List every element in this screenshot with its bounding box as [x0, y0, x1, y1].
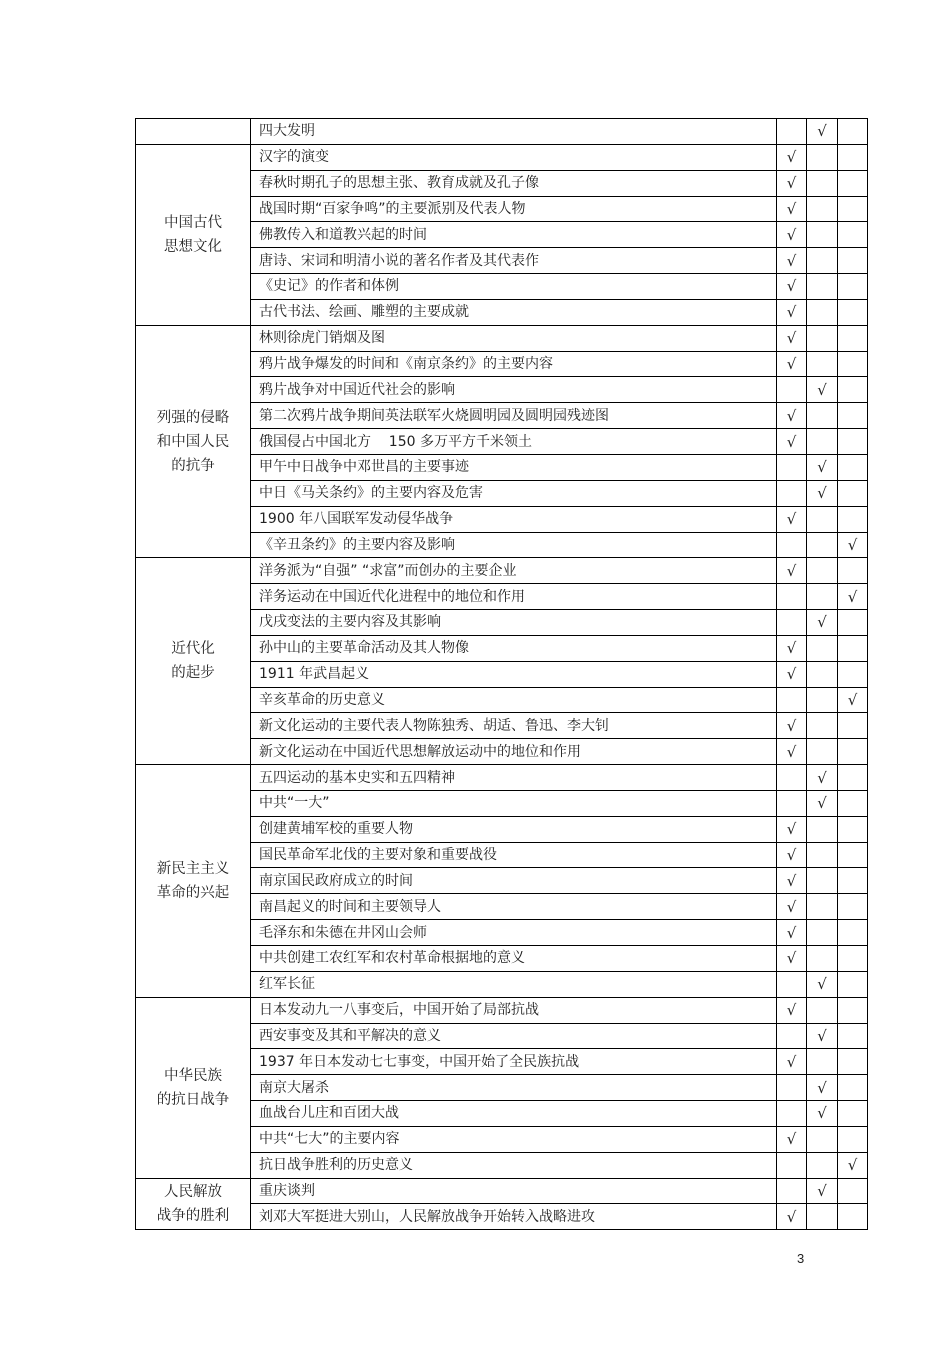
level-1-cell — [777, 1126, 807, 1152]
section-label — [136, 119, 251, 145]
check-mark: √ — [847, 535, 858, 554]
section-label: 近代化 的起步 — [136, 558, 251, 765]
level-3-cell — [838, 196, 868, 222]
level-3-cell — [838, 1023, 868, 1049]
level-2-cell — [807, 687, 838, 713]
check-mark: √ — [786, 1001, 797, 1020]
check-mark: √ — [786, 561, 797, 580]
check-mark: √ — [817, 1078, 827, 1097]
level-2-cell — [807, 403, 838, 429]
topic-cell: 《辛丑条约》的主要内容及影响 — [251, 532, 777, 558]
level-3-cell — [838, 144, 868, 170]
level-1-cell — [777, 894, 807, 920]
level-1-cell — [777, 920, 807, 946]
level-1-cell — [777, 946, 807, 972]
level-2-cell — [807, 532, 838, 558]
level-3-cell — [838, 480, 868, 506]
level-2-cell — [807, 222, 838, 248]
topic-cell: 俄国侵占中国北方 150 多万平方千米领土 — [251, 429, 777, 455]
level-3-cell — [838, 816, 868, 842]
check-mark: √ — [847, 1156, 858, 1175]
level-3-cell — [838, 454, 868, 480]
topic-cell: 南昌起义的时间和主要领导人 — [251, 894, 777, 920]
topic-cell: 戊戌变法的主要内容及其影响 — [251, 610, 777, 636]
check-mark: √ — [786, 329, 797, 348]
level-3-cell — [838, 894, 868, 920]
level-3-cell — [838, 1204, 868, 1230]
topic-cell: 新文化运动的主要代表人物陈独秀、胡适、鲁迅、李大钊 — [251, 713, 777, 739]
check-mark: √ — [786, 1052, 797, 1071]
level-2-cell — [807, 1152, 838, 1178]
level-1-cell — [777, 532, 807, 558]
check-mark: √ — [786, 820, 797, 839]
level-3-cell — [838, 403, 868, 429]
level-2-cell — [807, 739, 838, 765]
topic-cell: 中日《马关条约》的主要内容及危害 — [251, 480, 777, 506]
level-3-cell — [838, 790, 868, 816]
level-1-cell — [777, 1204, 807, 1230]
section-label: 中华民族 的抗日战争 — [136, 997, 251, 1178]
topic-cell: 中共创建工农红军和农村革命根据地的意义 — [251, 946, 777, 972]
topic-cell: 孙中山的主要革命活动及其人物像 — [251, 635, 777, 661]
level-3-cell — [838, 506, 868, 532]
topic-cell: 第二次鸦片战争期间英法联军火烧圆明园及圆明园残迹图 — [251, 403, 777, 429]
topic-cell: 抗日战争胜利的历史意义 — [251, 1152, 777, 1178]
level-2-cell — [807, 248, 838, 274]
topic-cell: 洋务派为“自强” “求富”而创办的主要企业 — [251, 558, 777, 584]
check-mark: √ — [847, 690, 858, 709]
topic-cell: 四大发明 — [251, 119, 777, 145]
level-2-cell — [807, 170, 838, 196]
topic-cell: 洋务运动在中国近代化进程中的地位和作用 — [251, 584, 777, 610]
topic-cell: 西安事变及其和平解决的意义 — [251, 1023, 777, 1049]
check-mark: √ — [817, 794, 827, 813]
topic-cell: 中共“一大” — [251, 790, 777, 816]
level-1-cell — [777, 222, 807, 248]
level-3-cell — [838, 997, 868, 1023]
check-mark: √ — [786, 1207, 797, 1226]
level-1-cell — [777, 1101, 807, 1127]
level-3-cell — [838, 1126, 868, 1152]
level-2-cell — [807, 894, 838, 920]
topic-cell: 辛亥革命的历史意义 — [251, 687, 777, 713]
topic-cell: 1900 年八国联军发动侵华战争 — [251, 506, 777, 532]
level-2-cell — [807, 842, 838, 868]
level-2-cell — [807, 1126, 838, 1152]
topic-cell: 甲午中日战争中邓世昌的主要事迹 — [251, 454, 777, 480]
level-2-cell — [807, 816, 838, 842]
level-1-cell — [777, 170, 807, 196]
level-1-cell — [777, 816, 807, 842]
topic-cell: 唐诗、宋词和明清小说的著名作者及其代表作 — [251, 248, 777, 274]
level-1-cell — [777, 687, 807, 713]
level-3-cell — [838, 946, 868, 972]
topic-cell: 刘邓大军挺进大别山，人民解放战争开始转入战略进攻 — [251, 1204, 777, 1230]
level-1-cell — [777, 1075, 807, 1101]
topic-cell: 创建黄埔军校的重要人物 — [251, 816, 777, 842]
topic-cell: 佛教传入和道教兴起的时间 — [251, 222, 777, 248]
level-1-cell — [777, 584, 807, 610]
level-1-cell — [777, 1152, 807, 1178]
topic-cell: 新文化运动在中国近代思想解放运动中的地位和作用 — [251, 739, 777, 765]
topic-cell: 林则徐虎门销烟及图 — [251, 325, 777, 351]
check-mark: √ — [786, 225, 797, 244]
level-1-cell — [777, 351, 807, 377]
level-3-cell — [838, 661, 868, 687]
topic-cell: 毛泽东和朱德在井冈山会师 — [251, 920, 777, 946]
level-1-cell — [777, 144, 807, 170]
level-2-cell — [807, 429, 838, 455]
check-mark: √ — [786, 199, 797, 218]
level-1-cell — [777, 1178, 807, 1204]
level-2-cell — [807, 196, 838, 222]
level-1-cell — [777, 299, 807, 325]
topic-cell: 国民革命军北伐的主要对象和重要战役 — [251, 842, 777, 868]
check-mark: √ — [817, 975, 827, 994]
level-3-cell — [838, 610, 868, 636]
level-1-cell — [777, 429, 807, 455]
level-3-cell — [838, 1178, 868, 1204]
check-mark: √ — [786, 639, 797, 658]
level-1-cell — [777, 997, 807, 1023]
level-3-cell — [838, 222, 868, 248]
level-3-cell — [838, 765, 868, 791]
level-2-cell — [807, 971, 838, 997]
table-row — [136, 119, 868, 145]
topic-cell: 日本发动九一八事变后，中国开始了局部抗战 — [251, 997, 777, 1023]
check-mark: √ — [817, 768, 827, 787]
level-3-cell — [838, 1101, 868, 1127]
level-2-cell — [807, 274, 838, 300]
level-1-cell — [777, 635, 807, 661]
level-3-cell — [838, 739, 868, 765]
level-3-cell — [838, 299, 868, 325]
level-2-cell — [807, 920, 838, 946]
level-2-cell — [807, 1023, 838, 1049]
topic-cell: 战国时期“百家争鸣”的主要派别及代表人物 — [251, 196, 777, 222]
level-1-cell — [777, 274, 807, 300]
check-mark: √ — [786, 949, 797, 968]
topic-cell: 《史记》的作者和体例 — [251, 274, 777, 300]
level-2-cell — [807, 1101, 838, 1127]
check-mark: √ — [817, 484, 827, 503]
level-1-cell — [777, 119, 807, 145]
table-row — [136, 1178, 868, 1204]
level-2-cell — [807, 299, 838, 325]
topic-cell: 汉字的演变 — [251, 144, 777, 170]
level-2-cell — [807, 713, 838, 739]
check-mark: √ — [817, 1104, 827, 1123]
level-3-cell — [838, 920, 868, 946]
level-1-cell — [777, 403, 807, 429]
level-2-cell — [807, 790, 838, 816]
table-row — [136, 558, 868, 584]
level-2-cell — [807, 997, 838, 1023]
level-1-cell — [777, 558, 807, 584]
section-label: 中国古代 思想文化 — [136, 144, 251, 325]
level-1-cell — [777, 1023, 807, 1049]
level-3-cell — [838, 248, 868, 274]
level-1-cell — [777, 790, 807, 816]
check-mark: √ — [847, 587, 858, 606]
level-1-cell — [777, 480, 807, 506]
check-mark: √ — [786, 277, 797, 296]
level-1-cell — [777, 610, 807, 636]
level-1-cell — [777, 377, 807, 403]
level-1-cell — [777, 713, 807, 739]
level-2-cell — [807, 558, 838, 584]
check-mark: √ — [786, 251, 797, 270]
table-row — [136, 997, 868, 1023]
level-1-cell — [777, 868, 807, 894]
topic-cell: 春秋时期孔子的思想主张、教育成就及孔子像 — [251, 170, 777, 196]
level-3-cell — [838, 584, 868, 610]
level-2-cell — [807, 584, 838, 610]
level-3-cell — [838, 1152, 868, 1178]
level-2-cell — [807, 661, 838, 687]
level-1-cell — [777, 454, 807, 480]
topic-cell: 南京大屠杀 — [251, 1075, 777, 1101]
level-2-cell — [807, 377, 838, 403]
check-mark: √ — [817, 1182, 827, 1201]
check-mark: √ — [786, 923, 797, 942]
level-1-cell — [777, 661, 807, 687]
level-3-cell — [838, 119, 868, 145]
level-2-cell — [807, 765, 838, 791]
level-3-cell — [838, 558, 868, 584]
table-row — [136, 144, 868, 170]
level-1-cell — [777, 1049, 807, 1075]
level-1-cell — [777, 325, 807, 351]
level-3-cell — [838, 377, 868, 403]
check-mark: √ — [817, 1026, 827, 1045]
check-mark: √ — [786, 846, 797, 865]
topic-cell: 鸦片战争爆发的时间和《南京条约》的主要内容 — [251, 351, 777, 377]
level-2-cell — [807, 480, 838, 506]
level-2-cell — [807, 1204, 838, 1230]
level-1-cell — [777, 739, 807, 765]
table-row — [136, 325, 868, 351]
level-2-cell — [807, 1075, 838, 1101]
level-3-cell — [838, 532, 868, 558]
check-mark: √ — [786, 148, 797, 167]
level-2-cell — [807, 454, 838, 480]
level-1-cell — [777, 506, 807, 532]
check-mark: √ — [786, 432, 797, 451]
page-number: 3 — [797, 1251, 805, 1266]
level-2-cell — [807, 946, 838, 972]
topic-cell: 1911 年武昌起义 — [251, 661, 777, 687]
level-3-cell — [838, 1075, 868, 1101]
check-mark: √ — [786, 1130, 797, 1149]
check-mark: √ — [786, 665, 797, 684]
level-3-cell — [838, 971, 868, 997]
check-mark: √ — [786, 897, 797, 916]
level-1-cell — [777, 196, 807, 222]
topic-cell: 中共“七大”的主要内容 — [251, 1126, 777, 1152]
level-2-cell — [807, 119, 838, 145]
level-3-cell — [838, 635, 868, 661]
topic-cell: 古代书法、绘画、雕塑的主要成就 — [251, 299, 777, 325]
level-3-cell — [838, 842, 868, 868]
level-3-cell — [838, 868, 868, 894]
topic-cell: 鸦片战争对中国近代社会的影响 — [251, 377, 777, 403]
level-1-cell — [777, 248, 807, 274]
level-2-cell — [807, 325, 838, 351]
level-2-cell — [807, 1178, 838, 1204]
topic-cell: 重庆谈判 — [251, 1178, 777, 1204]
section-label: 列强的侵略 和中国人民 的抗争 — [136, 325, 251, 558]
level-3-cell — [838, 429, 868, 455]
table-row — [136, 765, 868, 791]
level-3-cell — [838, 170, 868, 196]
level-3-cell — [838, 274, 868, 300]
level-3-cell — [838, 1049, 868, 1075]
level-3-cell — [838, 687, 868, 713]
level-2-cell — [807, 351, 838, 377]
topic-cell: 南京国民政府成立的时间 — [251, 868, 777, 894]
section-label: 人民解放 战争的胜利 — [136, 1178, 251, 1230]
level-1-cell — [777, 971, 807, 997]
level-2-cell — [807, 1049, 838, 1075]
level-2-cell — [807, 635, 838, 661]
check-mark: √ — [786, 716, 797, 735]
check-mark: √ — [786, 406, 797, 425]
level-2-cell — [807, 506, 838, 532]
level-2-cell — [807, 868, 838, 894]
topic-cell: 血战台儿庄和百团大战 — [251, 1101, 777, 1127]
level-2-cell — [807, 610, 838, 636]
check-mark: √ — [817, 122, 827, 141]
check-mark: √ — [817, 613, 827, 632]
check-mark: √ — [817, 380, 827, 399]
check-mark: √ — [786, 871, 797, 890]
check-mark: √ — [786, 355, 797, 374]
level-3-cell — [838, 325, 868, 351]
level-3-cell — [838, 713, 868, 739]
topic-cell: 红军长征 — [251, 971, 777, 997]
check-mark: √ — [786, 303, 797, 322]
check-mark: √ — [786, 174, 797, 193]
level-2-cell — [807, 144, 838, 170]
section-label: 新民主主义 革命的兴起 — [136, 765, 251, 998]
check-mark: √ — [786, 742, 797, 761]
level-1-cell — [777, 842, 807, 868]
topic-cell: 五四运动的基本史实和五四精神 — [251, 765, 777, 791]
check-mark: √ — [817, 458, 827, 477]
topic-cell: 1937 年日本发动七七事变，中国开始了全民族抗战 — [251, 1049, 777, 1075]
level-3-cell — [838, 351, 868, 377]
syllabus-table — [135, 118, 868, 1230]
check-mark: √ — [786, 510, 797, 529]
level-1-cell — [777, 765, 807, 791]
